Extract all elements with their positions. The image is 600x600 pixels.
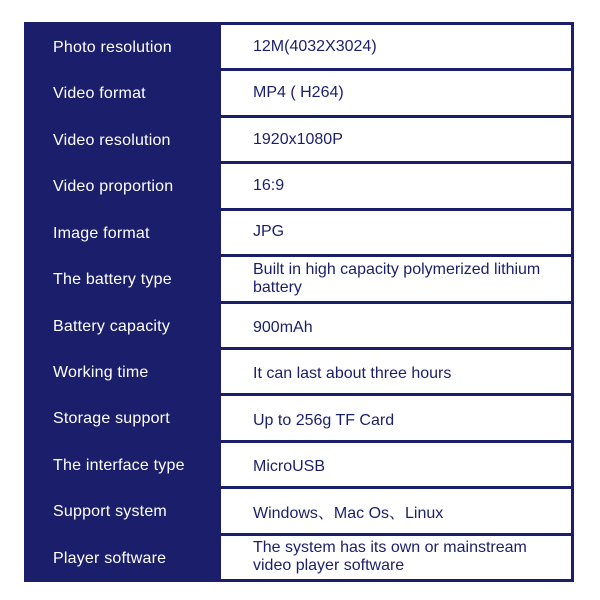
spec-label-image-format: Image format xyxy=(24,211,218,254)
spec-table xyxy=(24,22,574,582)
spec-label-interface-type: The interface type xyxy=(24,443,218,486)
spec-value-interface-type: MicroUSB xyxy=(221,443,571,486)
spec-label-battery-capacity: Battery capacity xyxy=(24,304,218,347)
spec-value-battery-capacity: 900mAh xyxy=(221,304,571,347)
spec-label-player-software: Player software xyxy=(24,536,218,579)
spec-value-video-proportion: 16:9 xyxy=(221,164,571,207)
spec-label-photo-resolution: Photo resolution xyxy=(24,25,218,68)
spec-value-storage-support: Up to 256g TF Card xyxy=(221,396,571,439)
spec-label-video-format: Video format xyxy=(24,71,218,114)
spec-label-storage-support: Storage support xyxy=(24,396,218,439)
spec-label-video-resolution: Video resolution xyxy=(24,118,218,161)
spec-label-support-system: Support system xyxy=(24,489,218,532)
spec-value-video-format: MP4 ( H264) xyxy=(221,71,571,114)
spec-value-working-time: It can last about three hours xyxy=(221,350,571,393)
spec-value-video-resolution: 1920x1080P xyxy=(221,118,571,161)
spec-value-image-format: JPG xyxy=(221,211,571,254)
spec-label-working-time: Working time xyxy=(24,350,218,393)
spec-value-battery-type: Built in high capacity polymerized lithium battery xyxy=(221,257,571,300)
spec-value-player-software: The system has its own or mainstream video player software xyxy=(221,536,571,579)
spec-label-battery-type: The battery type xyxy=(24,257,218,300)
spec-value-photo-resolution: 12M(4032X3024) xyxy=(221,25,571,68)
spec-label-video-proportion: Video proportion xyxy=(24,164,218,207)
spec-value-support-system: Windows、Mac Os、Linux xyxy=(221,489,571,532)
